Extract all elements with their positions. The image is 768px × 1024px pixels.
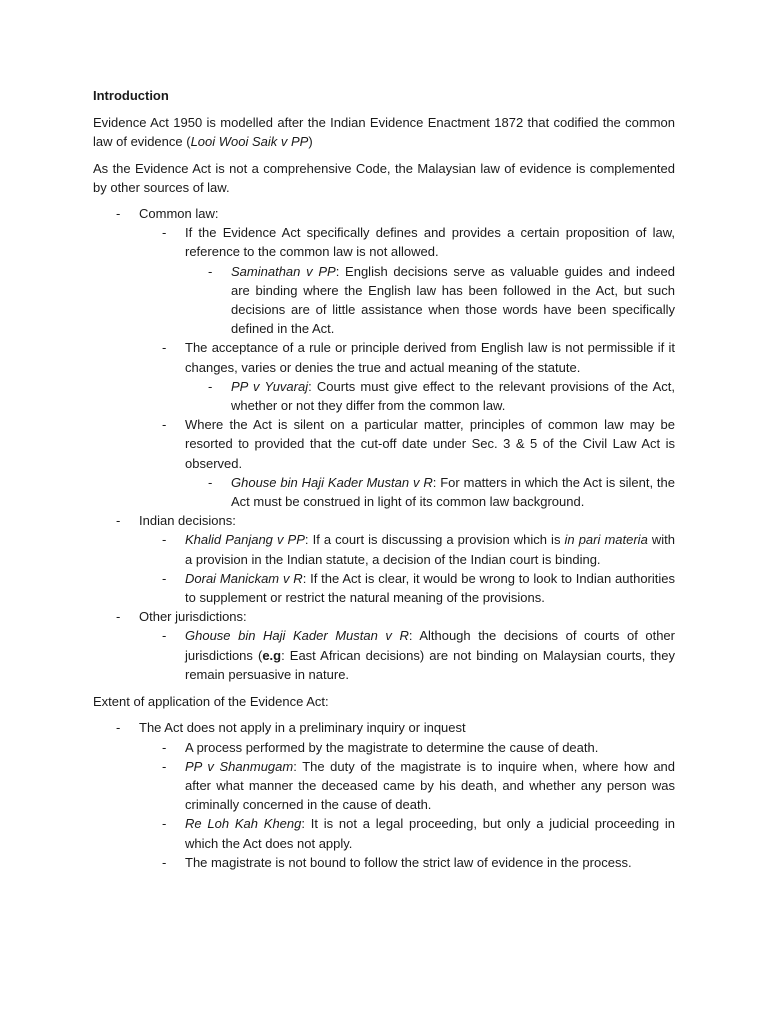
other-sublist — [139, 626, 675, 684]
list-item — [185, 473, 675, 511]
case-text: : Courts must give effect to the relevant provisions of the Act, whether or not they differ from the common law. — [231, 378, 675, 414]
case-text: : For matters in which the Act is silent, the Act must be construed in light of its common law background. — [231, 474, 676, 510]
case-entry — [185, 814, 675, 852]
case-entry — [231, 377, 675, 415]
list-item — [139, 415, 675, 511]
case-sublist — [185, 473, 675, 511]
case-citation: Re Loh Kah Kheng — [185, 816, 302, 832]
extent-heading: Extent of application of the Evidence Act: — [93, 694, 329, 710]
case-citation: Ghouse bin Haji Kader Mustan v R — [231, 474, 433, 490]
extent-list — [93, 718, 675, 872]
case-entry — [185, 569, 675, 607]
extent-sub-4: The magistrate is not bound to follow the strict law of evidence in the process. — [185, 854, 632, 870]
list-item-common-law — [93, 204, 675, 511]
case-citation: PP v Shanmugam — [185, 758, 294, 774]
intro-paragraph-1 — [93, 113, 675, 151]
case-entry — [185, 626, 675, 684]
list-item — [185, 262, 675, 339]
intro-paragraph-2: As the Evidence Act is not a comprehensive Code, the Malaysian law of evidence is complemented by other sources of law. — [93, 160, 675, 195]
case-entry — [185, 757, 675, 815]
dash-bullet: - — [162, 758, 167, 774]
dash-bullet: - — [116, 513, 121, 529]
dash-bullet: - — [162, 417, 167, 433]
extent-point-1: The Act does not apply in a preliminary inquiry or inquest — [139, 720, 466, 736]
intro-para1-text-a: Evidence Act 1950 is modelled after the Indian Evidence Enactment 1872 that codified the common law of evidence ( — [93, 115, 675, 150]
common-law-sublist — [139, 223, 675, 511]
sources-list — [93, 204, 675, 684]
case-citation: Dorai Manickam v R — [185, 570, 303, 586]
dash-bullet: - — [162, 816, 167, 832]
case-text: : The duty of the magistrate is to inquire when, where how and after what manner the deceased came by his death, and whether any person was criminally concerned in the cause of death. — [185, 758, 676, 813]
list-item-indian-decisions — [93, 511, 675, 607]
case-entry — [231, 262, 675, 339]
dash-bullet: - — [162, 854, 167, 870]
common-law-point-2: The acceptance of a rule or principle derived from English law is not permissible if it changes, varies or denies the true and actual meaning of the statute. — [185, 340, 675, 375]
case-text: : If the Act is clear, it would be wrong to look to Indian authorities to supplement or restrict the natural meaning of the provisions. — [185, 570, 675, 606]
case-citation: Khalid Panjang v PP — [185, 532, 305, 548]
case-text: : East African decisions) are not binding on Malaysian courts, they remain persuasive in nature. — [185, 647, 675, 682]
dash-bullet: - — [162, 225, 167, 241]
case-text: : English decisions serve as valuable guides and indeed are binding where the English law has been followed in the Act, but such decisions are of little assistance when those words have been specifically defined in the Act. — [231, 263, 675, 337]
indian-decisions-label: Indian decisions: — [139, 513, 236, 529]
dash-bullet: - — [162, 570, 167, 586]
case-citation: PP v Yuvaraj — [231, 378, 309, 394]
introduction-heading: Introduction — [93, 88, 169, 103]
list-item — [139, 757, 675, 815]
case-citation: Looi Wooi Saik v PP — [190, 134, 309, 150]
dash-bullet: - — [162, 340, 167, 356]
list-item — [139, 223, 675, 338]
list-item-extent — [93, 718, 675, 872]
case-entry — [231, 473, 675, 511]
list-item — [139, 814, 675, 852]
list-item — [139, 853, 675, 872]
common-law-point-3: Where the Act is silent on a particular matter, principles of common law may be resorted to provided that the cut-off date under Sec. 3 & 5 of the Civil Law Act is observed. — [185, 417, 675, 471]
dash-bullet: - — [116, 206, 121, 222]
list-item — [185, 377, 675, 415]
case-text: : Although the decisions of courts of other jurisdictions ( — [185, 628, 675, 663]
case-text: with a provision in the Indian statute, a decision of the Indian court is binding. — [185, 532, 675, 567]
list-item — [139, 530, 675, 568]
dash-bullet: - — [162, 739, 167, 755]
example-abbrev: e.g — [262, 647, 282, 663]
dash-bullet: - — [208, 378, 213, 394]
case-citation: Saminathan v PP — [231, 263, 336, 279]
indian-sublist — [139, 530, 675, 607]
extent-sub-1: A process performed by the magistrate to determine the cause of death. — [185, 739, 599, 755]
list-item — [139, 738, 675, 757]
common-law-label: Common law: — [139, 206, 219, 222]
dash-bullet: - — [116, 720, 121, 736]
extent-sublist — [139, 738, 675, 872]
dash-bullet: - — [162, 628, 167, 644]
document-page — [93, 86, 675, 880]
intro-para1-text-b: ) — [308, 134, 313, 150]
case-citation: Ghouse bin Haji Kader Mustan v R — [185, 628, 409, 644]
case-sublist — [185, 377, 675, 415]
dash-bullet: - — [208, 474, 213, 490]
case-text: : If a court is discussing a provision which is — [304, 532, 565, 548]
list-item — [139, 338, 675, 415]
list-item-other-jurisdictions — [93, 607, 675, 684]
case-text: : It is not a legal proceeding, but only a judicial proceeding in which the Act does not apply. — [185, 816, 675, 851]
list-item — [139, 626, 675, 684]
dash-bullet: - — [116, 609, 121, 625]
list-item — [139, 569, 675, 607]
common-law-point-1: If the Evidence Act specifically defines and provides a certain proposition of law, reference to the common law is not allowed. — [185, 225, 675, 260]
case-entry — [185, 530, 675, 568]
dash-bullet: - — [208, 263, 213, 279]
latin-term: in pari materia — [564, 532, 648, 548]
other-jurisdictions-label: Other jurisdictions: — [139, 609, 247, 625]
case-sublist — [185, 262, 675, 339]
dash-bullet: - — [162, 532, 167, 548]
